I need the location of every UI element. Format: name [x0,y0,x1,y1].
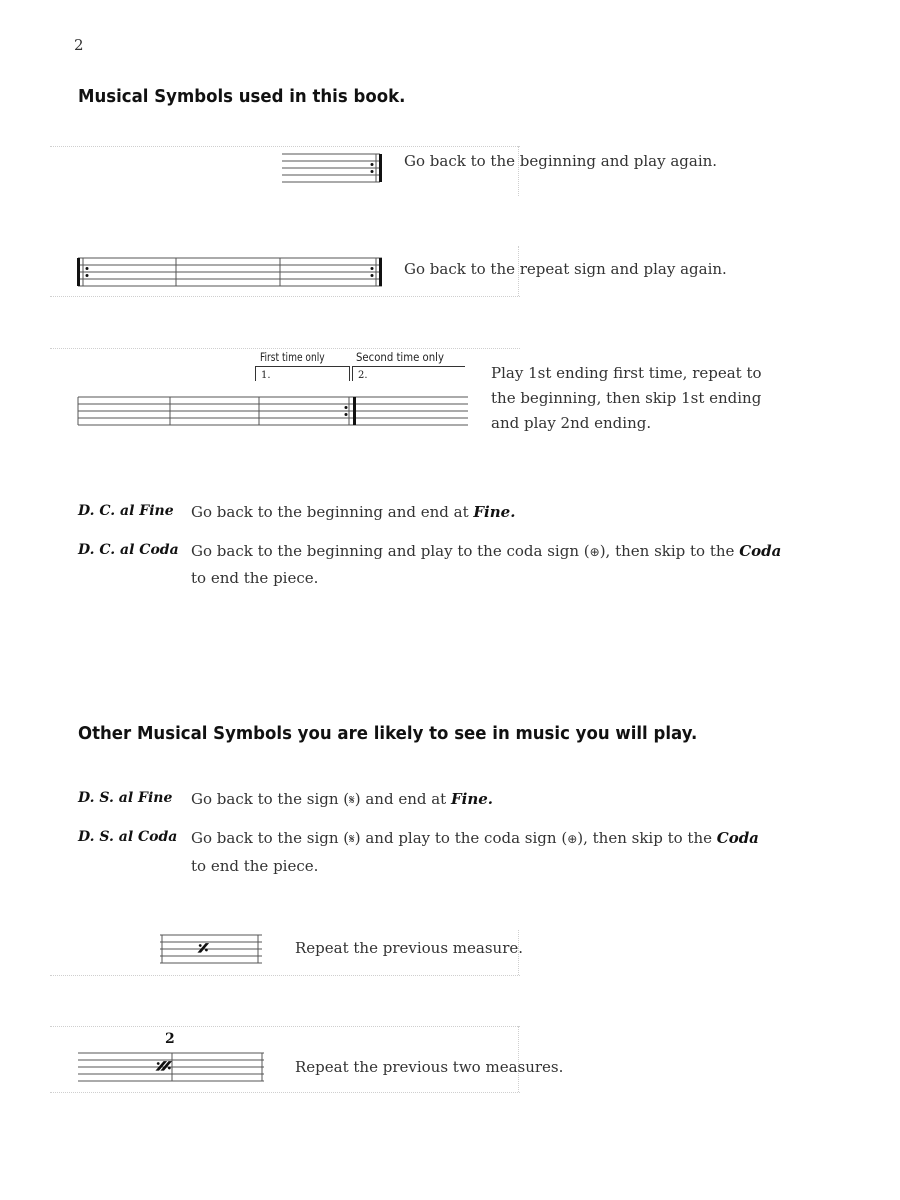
endings-description [491,361,762,436]
divider [50,146,520,147]
ds-al-fine-explanation [191,786,493,814]
dc-al-coda-explanation [191,538,791,591]
explanation-text: ) and end at [354,790,451,808]
explanation-text: ), then skip to the [599,542,740,560]
end-repeat-staff [280,150,390,190]
emphasis-text: Coda [739,542,782,560]
second-ending-number: 2. [358,370,368,381]
dc-al-coda-term: D. C. al Coda [78,542,179,558]
explanation-text: Go back to the beginning and end at [191,503,474,521]
end-repeat-description: Go back to the beginning and play again. [404,152,718,170]
explanation-text: ), then skip to the [577,829,717,847]
divider [50,1026,520,1027]
coda-sign-icon: ⊕ [567,832,578,846]
segno-sign-icon: 𝄋 [349,832,355,847]
simile-two-description: Repeat the previous two measures. [295,1058,564,1076]
ds-al-fine-term: D. S. al Fine [78,790,173,806]
explanation-text: to end the piece. [191,569,319,587]
dc-al-fine-term: D. C. al Fine [78,503,174,519]
measure-count: 2 [165,1031,175,1047]
page-number: 2 [74,36,84,54]
first-ending-label: First time only [260,350,325,364]
explanation-text: to end the piece. [191,857,319,875]
explanation-text: Go back to the beginning and play to the coda sign ( [191,542,590,560]
section-heading-2: Other Musical Symbols you are likely to see in music you will play. [78,723,698,744]
two-measure-repeat-icon: 𝄏 [156,1055,172,1080]
repeat-section-staff [74,254,389,294]
explanation-text: ) and play to the coda sign ( [354,829,568,847]
divider [50,975,520,976]
simile-one-staff [160,932,264,968]
first-ending-number: 1. [261,370,271,381]
simile-one-description: Repeat the previous measure. [295,939,524,957]
explanation-text: Go back to the sign ( [191,790,350,808]
endings-description-line: and play 2nd ending. [491,414,652,432]
section-heading-1: Musical Symbols used in this book. [78,86,406,107]
emphasis-text: Coda [716,829,759,847]
dc-al-fine-explanation [191,499,515,525]
endings-description-line: the beginning, then skip 1st ending [491,389,762,407]
emphasis-text: Fine. [473,503,516,521]
repeat-section-description: Go back to the repeat sign and play again. [404,260,727,278]
second-ending-label: Second time only [356,350,444,364]
coda-sign-icon: ⊕ [589,545,600,559]
endings-description-line: Play 1st ending first time, repeat to [491,364,762,382]
divider [50,1092,520,1093]
second-ending-bracket [352,366,465,381]
divider [50,296,520,297]
endings-staff [74,393,470,433]
emphasis-text: Fine. [450,790,493,808]
segno-sign-icon: 𝄋 [349,793,355,808]
explanation-text: Go back to the sign ( [191,829,350,847]
divider [50,348,520,349]
ds-al-coda-explanation [191,825,791,879]
ds-al-coda-term: D. S. al Coda [78,829,178,845]
measure-repeat-icon: 𝄎 [198,937,209,962]
